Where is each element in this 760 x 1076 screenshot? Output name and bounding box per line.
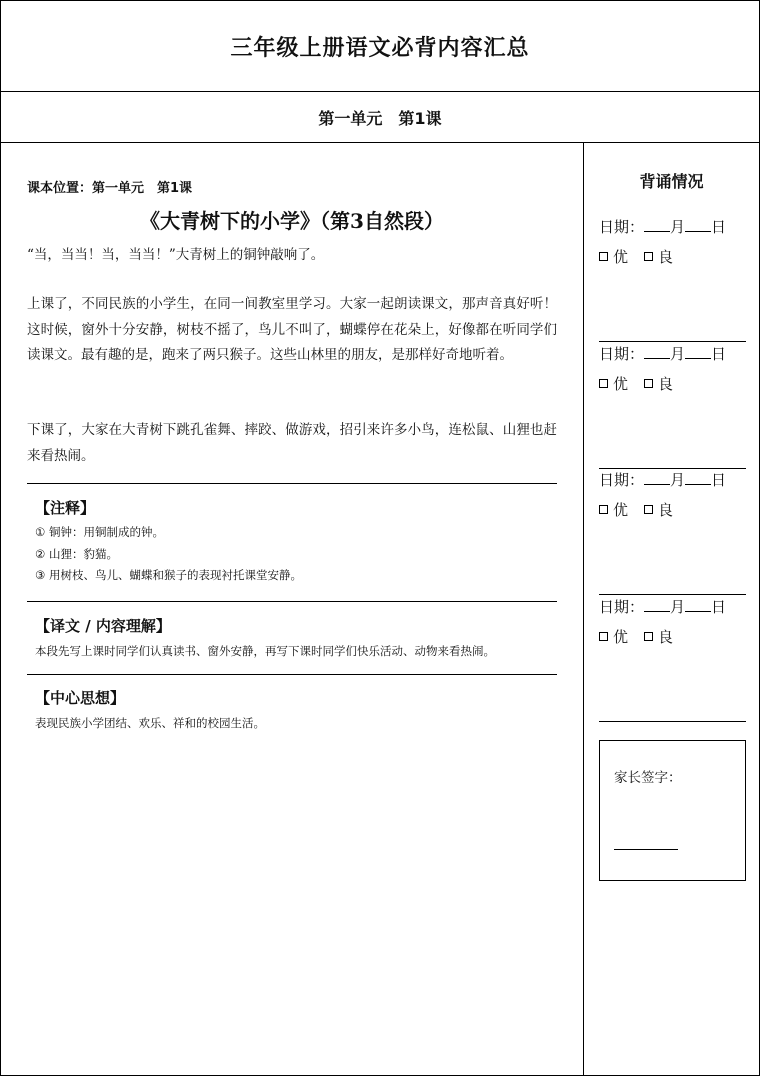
recite-panel [584, 143, 759, 1075]
date-field[interactable]: 日期： 月 日 [599, 598, 727, 616]
lesson-panel [1, 143, 584, 1075]
recite-title: 背诵情况 [639, 172, 704, 191]
excellent-option[interactable]: 优 [599, 246, 628, 267]
parent-signature-box [599, 740, 746, 881]
date-field[interactable]: 日期： 月 日 [599, 218, 727, 236]
recite-record [599, 216, 746, 342]
grade-options [599, 626, 689, 647]
record-divider [599, 594, 746, 595]
record-divider [599, 721, 746, 722]
translation-text: 本段先写上课时同学们认真读书、窗外安静，再写下课时同学们快乐活动、动物来看热闹。 [35, 644, 495, 658]
excellent-option[interactable]: 优 [599, 499, 628, 520]
unit-title: 第一单元 第1课 [318, 108, 442, 128]
theme-text: 表现民族小学团结、欢乐、祥和的校园生活。 [35, 716, 265, 730]
notes-heading: 【注释】 [35, 499, 96, 517]
month-blank[interactable] [644, 344, 670, 359]
checkbox[interactable] [644, 379, 653, 388]
month-blank[interactable] [644, 217, 670, 232]
section-divider [27, 601, 557, 602]
signature-line[interactable] [614, 849, 678, 850]
page-title-bar [1, 1, 759, 92]
lesson-paragraph: “当，当当！当，当当！”大青树上的铜钟敲响了。 [27, 247, 325, 263]
day-blank[interactable] [685, 470, 711, 485]
good-option[interactable]: 良 [644, 499, 673, 520]
day-blank[interactable] [685, 344, 711, 359]
recite-record [599, 596, 746, 722]
grade-options [599, 246, 689, 267]
note-item: ③ 用树枝、鸟儿、蝴蝶和猴子的表现衬托课堂安静。 [35, 568, 302, 582]
lesson-paragraph: 上课了，不同民族的小学生，在同一间教室里学习。大家一起朗读课文，那声音真好听！这时候，窗外十分安静，树枝不摇了，鸟儿不叫了，蝴蝶停在花朵上，好像都在听同学们读课文。最有趣的是，跑来了两只猴子。这些山林里的朋友，是那样好奇地听着。 [27, 296, 557, 363]
note-item: ① 铜钟：用铜制成的钟。 [35, 525, 164, 539]
recite-record [599, 469, 746, 595]
checkbox[interactable] [644, 632, 653, 641]
parent-signature-label: 家长签字： [614, 770, 682, 786]
date-field[interactable]: 日期： 月 日 [599, 471, 727, 489]
checkbox[interactable] [599, 505, 608, 514]
good-option[interactable]: 良 [644, 246, 673, 267]
page-title: 三年级上册语文必背内容汇总 [230, 35, 530, 61]
good-option[interactable]: 良 [644, 626, 673, 647]
grade-options [599, 499, 689, 520]
lesson-title: 《大青树下的小学》（第3自然段） [140, 209, 444, 233]
recite-record [599, 343, 746, 469]
textbook-location: 课本位置：第一单元 第1课 [27, 181, 193, 196]
translation-heading: 【译文 / 内容理解】 [35, 617, 171, 635]
unit-bar [1, 92, 759, 143]
day-blank[interactable] [685, 597, 711, 612]
grade-options [599, 373, 689, 394]
excellent-option[interactable]: 优 [599, 626, 628, 647]
note-item: ② 山狸：豹猫。 [35, 547, 118, 561]
section-divider [27, 483, 557, 484]
day-blank[interactable] [685, 217, 711, 232]
checkbox[interactable] [644, 252, 653, 261]
checkbox[interactable] [599, 252, 608, 261]
lesson-paragraph: 下课了，大家在大青树下跳孔雀舞、摔跤、做游戏，招引来许多小鸟，连松鼠、山狸也赶来看热闹。 [27, 422, 557, 464]
section-divider [27, 674, 557, 675]
month-blank[interactable] [644, 470, 670, 485]
checkbox[interactable] [599, 379, 608, 388]
theme-heading: 【中心思想】 [35, 689, 126, 707]
month-blank[interactable] [644, 597, 670, 612]
checkbox[interactable] [599, 632, 608, 641]
checkbox[interactable] [644, 505, 653, 514]
date-field[interactable]: 日期： 月 日 [599, 345, 727, 363]
good-option[interactable]: 良 [644, 373, 673, 394]
record-divider [599, 341, 746, 342]
excellent-option[interactable]: 优 [599, 373, 628, 394]
